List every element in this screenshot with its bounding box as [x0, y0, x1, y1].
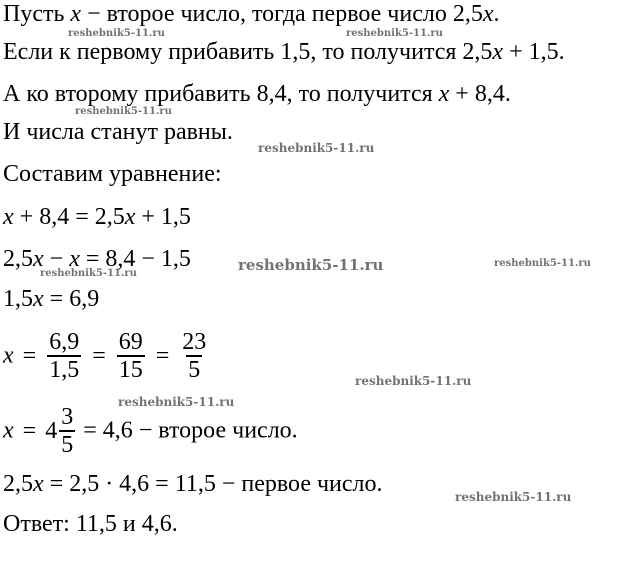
text-line-3: А ко второму прибавить 8,4, то получится x + 8,4.: [3, 81, 511, 107]
watermark: reshebnik5-11.ru: [355, 374, 472, 388]
text-line-5: Составим уравнение:: [3, 161, 222, 187]
equation-4: x = $\frac{6,9}{1,5}$ = $\frac{69}{15}$ = $\frac{23}{5}$: [3, 329, 207, 383]
text-line-2: Если к первому прибавить 1,5, то получится 2,5x + 1,5.: [3, 39, 565, 65]
equation-6: 2,5x = 2,5 · 4,6 = 11,5 − первое число.: [3, 471, 383, 497]
watermark: reshebnik5-11.ru: [75, 106, 172, 117]
watermark: reshebnik5-11.ru: [455, 490, 572, 504]
watermark: reshebnik5-11.ru: [346, 28, 443, 39]
watermark: reshebnik5-11.ru: [40, 268, 137, 279]
watermark: reshebnik5-11.ru: [494, 258, 591, 269]
equation-1: x + 8,4 = 2,5x + 1,5: [3, 204, 191, 230]
equation-2: 2,5x − x = 8,4 − 1,5: [3, 246, 191, 272]
mixed-number-4-3-5: 4 $\frac{3}{5}$: [45, 404, 74, 458]
fraction-69-over-15: $\frac{69}{15}$: [118, 329, 143, 383]
equation-5: x = 4 $\frac{3}{5}$ = 4,6 − второе число.: [3, 404, 298, 458]
fraction-6-9-over-1-5: $\frac{6,9}{1,5}$: [49, 329, 80, 383]
watermark: reshebnik5-11.ru: [68, 28, 165, 39]
fraction-23-over-5: $\frac{23}{5}$: [182, 329, 207, 383]
watermark: reshebnik5-11.ru: [118, 395, 235, 409]
text-line-1: Пусть x − второе число, тогда первое число 2,5x.: [3, 1, 500, 27]
equation-3: 1,5x = 6,9: [3, 286, 100, 312]
watermark: reshebnik5-11.ru: [238, 256, 384, 274]
text-line-4: И числа станут равны.: [3, 119, 233, 145]
watermark: reshebnik5-11.ru: [258, 141, 375, 155]
answer-line: Ответ: 11,5 и 4,6.: [3, 511, 178, 537]
